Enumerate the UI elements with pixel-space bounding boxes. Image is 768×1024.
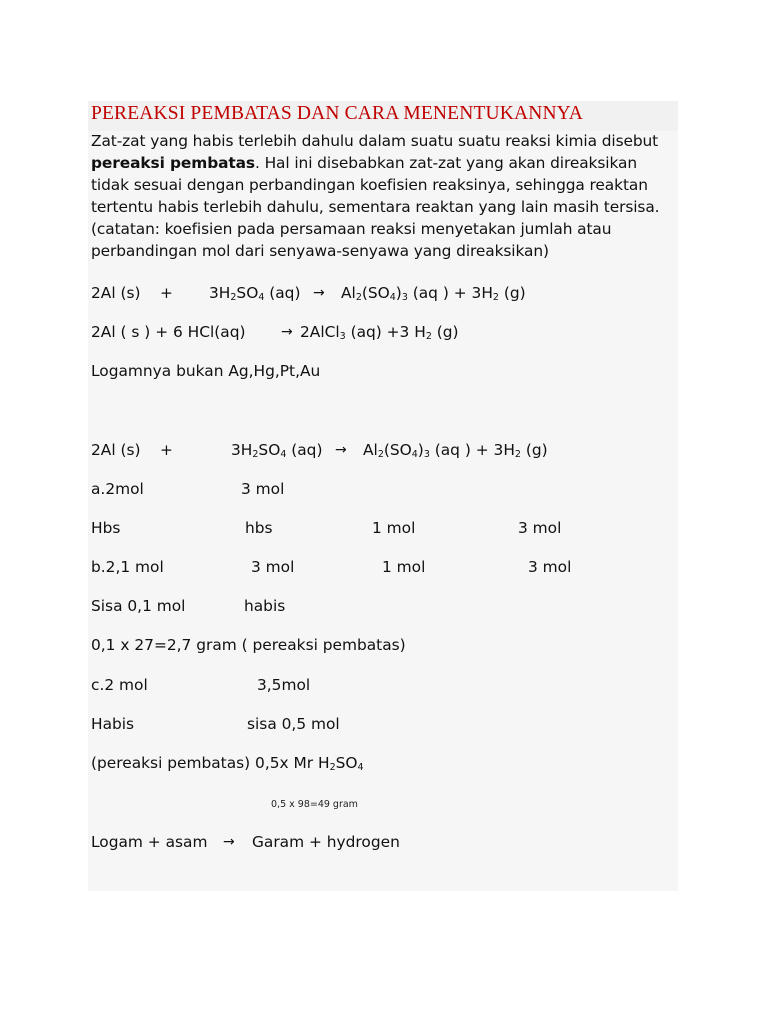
row-habis-col2: sisa 0,5 mol: [247, 715, 340, 733]
row-calc: 0,1 x 27=2,7 gram ( pereaksi pembatas): [91, 636, 406, 654]
row-b-col4: 3 mol: [528, 558, 572, 576]
eq1-reactant-acid: $3H_2SO_4$ (aq): [209, 284, 301, 303]
eq1-products: $Al_2(SO_4)_3$ (aq ) + $3H_2$ (g): [341, 284, 526, 303]
row-b-col1: b.2,1 mol: [91, 558, 164, 576]
intro-bold-term: pereaksi pembatas: [91, 154, 255, 172]
arrow-icon: →: [281, 324, 293, 340]
intro-paragraph: [91, 130, 676, 262]
eq2-reactants: 2Al ( s ) + 6 HCl(aq): [91, 323, 246, 341]
row-hbs-col2: hbs: [245, 519, 273, 537]
eq3-reactant-al: 2Al (s): [91, 441, 141, 459]
intro-text-2: . Hal ini disebabkan zat-zat yang akan direaksikan tidak sesuai dengan perbandingan koefisien reaksinya, sehingga reaktan tertentu habis terlebih dahulu, sementara reaktan yang lain masih tersisa. (catatan: koefisien pada persamaan reaksi menyetakan jumlah atau perbandingan mol dari senyawa-senyawa yang direaksikan): [91, 154, 660, 260]
row-b-col2: 3 mol: [251, 558, 295, 576]
general-reactants: Logam + asam: [91, 833, 208, 851]
eq3-plus: +: [160, 441, 173, 459]
eq3-products: $Al_2(SO_4)_3$ (aq ) + $3H_2$ (g): [363, 441, 548, 460]
eq2-products: 2AlCl$_3$ (aq) +3 $H_2$ (g): [300, 323, 459, 342]
row-c-col1: c.2 mol: [91, 676, 148, 694]
row-hbs-col3: 1 mol: [372, 519, 416, 537]
mass-calculation: 0,5 x 98=49 gram: [271, 799, 358, 810]
document-title: PEREAKSI PEMBATAS DAN CARA MENENTUKANNYA: [91, 103, 583, 124]
row-hbs-col1: Hbs: [91, 519, 121, 537]
arrow-icon: →: [335, 442, 347, 458]
row-limiting-reagent: (pereaksi pembatas) 0,5x Mr $H_2SO_4$: [91, 754, 364, 773]
eq1-reactant-al: 2Al (s): [91, 284, 141, 302]
row-hbs-col4: 3 mol: [518, 519, 562, 537]
arrow-icon: →: [223, 834, 235, 850]
row-sisa-col2: habis: [244, 597, 286, 615]
row-a-col2: 3 mol: [241, 480, 285, 498]
row-a-col1: a.2mol: [91, 480, 144, 498]
eq3-reactant-acid: $3H_2SO_4$ (aq): [231, 441, 323, 460]
general-products: Garam + hydrogen: [252, 833, 400, 851]
metal-note: Logamnya bukan Ag,Hg,Pt,Au: [91, 362, 321, 380]
row-habis-col1: Habis: [91, 715, 135, 733]
arrow-icon: →: [313, 285, 325, 301]
row-c-col2: 3,5mol: [257, 676, 311, 694]
row-sisa-col1: Sisa 0,1 mol: [91, 597, 186, 615]
intro-text-1: Zat-zat yang habis terlebih dahulu dalam suatu suatu reaksi kimia disebut: [91, 132, 659, 150]
row-b-col3: 1 mol: [382, 558, 426, 576]
eq1-plus: +: [160, 284, 173, 302]
